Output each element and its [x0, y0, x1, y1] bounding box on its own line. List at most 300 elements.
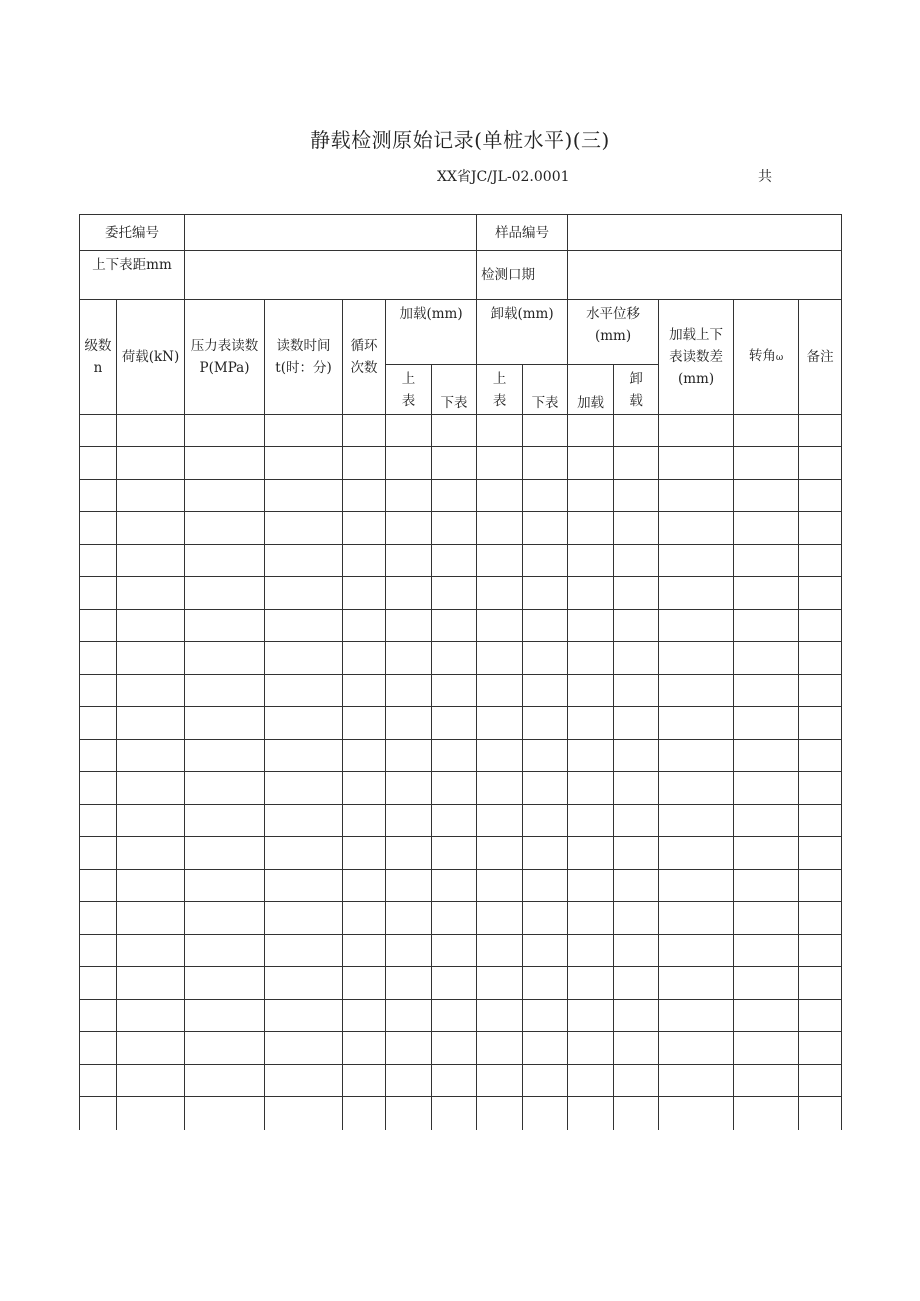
- table-cell[interactable]: [185, 805, 265, 837]
- table-cell[interactable]: [614, 837, 659, 870]
- table-cell[interactable]: [185, 642, 265, 675]
- table-cell[interactable]: [80, 480, 117, 512]
- table-cell[interactable]: [659, 512, 734, 545]
- table-cell[interactable]: [523, 967, 568, 1000]
- client-no-field[interactable]: [185, 215, 477, 251]
- table-cell[interactable]: [734, 1032, 799, 1065]
- table-cell[interactable]: [117, 512, 185, 545]
- table-cell[interactable]: [568, 675, 614, 707]
- table-cell[interactable]: [734, 1000, 799, 1032]
- table-cell[interactable]: [799, 902, 842, 935]
- table-cell[interactable]: [568, 1032, 614, 1065]
- table-cell[interactable]: [265, 415, 343, 447]
- table-cell[interactable]: [343, 1032, 386, 1065]
- table-cell[interactable]: [614, 577, 659, 610]
- table-cell[interactable]: [568, 545, 614, 577]
- table-cell[interactable]: [117, 967, 185, 1000]
- table-cell[interactable]: [185, 740, 265, 772]
- table-cell[interactable]: [386, 1032, 432, 1065]
- table-cell[interactable]: [568, 1097, 614, 1130]
- table-cell[interactable]: [386, 415, 432, 447]
- table-cell[interactable]: [523, 642, 568, 675]
- table-cell[interactable]: [117, 837, 185, 870]
- table-cell[interactable]: [734, 870, 799, 902]
- table-cell[interactable]: [117, 642, 185, 675]
- table-cell[interactable]: [614, 870, 659, 902]
- table-cell[interactable]: [523, 707, 568, 740]
- table-cell[interactable]: [734, 967, 799, 1000]
- table-cell[interactable]: [185, 577, 265, 610]
- table-cell[interactable]: [117, 1097, 185, 1130]
- table-cell[interactable]: [265, 870, 343, 902]
- table-cell[interactable]: [343, 967, 386, 1000]
- table-cell[interactable]: [734, 610, 799, 642]
- table-cell[interactable]: [734, 772, 799, 805]
- table-cell[interactable]: [799, 707, 842, 740]
- table-cell[interactable]: [80, 707, 117, 740]
- table-cell[interactable]: [185, 772, 265, 805]
- table-cell[interactable]: [80, 740, 117, 772]
- table-cell[interactable]: [614, 642, 659, 675]
- table-cell[interactable]: [568, 870, 614, 902]
- table-cell[interactable]: [734, 1097, 799, 1130]
- table-cell[interactable]: [659, 707, 734, 740]
- table-cell[interactable]: [477, 772, 523, 805]
- table-cell[interactable]: [265, 1097, 343, 1130]
- table-cell[interactable]: [477, 415, 523, 447]
- table-cell[interactable]: [799, 577, 842, 610]
- table-cell[interactable]: [799, 935, 842, 967]
- table-cell[interactable]: [432, 1097, 477, 1130]
- table-cell[interactable]: [734, 415, 799, 447]
- table-cell[interactable]: [734, 447, 799, 480]
- table-cell[interactable]: [343, 577, 386, 610]
- table-cell[interactable]: [734, 935, 799, 967]
- table-cell[interactable]: [117, 870, 185, 902]
- table-cell[interactable]: [265, 447, 343, 480]
- table-cell[interactable]: [80, 772, 117, 805]
- test-date-field[interactable]: [568, 251, 842, 300]
- table-cell[interactable]: [185, 675, 265, 707]
- table-cell[interactable]: [523, 577, 568, 610]
- table-cell[interactable]: [614, 935, 659, 967]
- table-cell[interactable]: [659, 610, 734, 642]
- table-cell[interactable]: [117, 415, 185, 447]
- table-cell[interactable]: [799, 1032, 842, 1065]
- table-cell[interactable]: [659, 577, 734, 610]
- table-cell[interactable]: [80, 967, 117, 1000]
- table-cell[interactable]: [265, 935, 343, 967]
- table-cell[interactable]: [614, 707, 659, 740]
- table-cell[interactable]: [80, 610, 117, 642]
- table-cell[interactable]: [432, 480, 477, 512]
- table-cell[interactable]: [523, 1000, 568, 1032]
- table-cell[interactable]: [523, 447, 568, 480]
- table-cell[interactable]: [432, 1000, 477, 1032]
- table-cell[interactable]: [80, 1000, 117, 1032]
- table-cell[interactable]: [614, 545, 659, 577]
- table-cell[interactable]: [185, 935, 265, 967]
- table-cell[interactable]: [799, 415, 842, 447]
- table-cell[interactable]: [343, 1000, 386, 1032]
- table-cell[interactable]: [614, 1032, 659, 1065]
- table-cell[interactable]: [614, 1000, 659, 1032]
- table-cell[interactable]: [80, 935, 117, 967]
- table-cell[interactable]: [614, 447, 659, 480]
- table-cell[interactable]: [568, 902, 614, 935]
- table-cell[interactable]: [80, 1097, 117, 1130]
- table-cell[interactable]: [185, 1097, 265, 1130]
- table-cell[interactable]: [799, 740, 842, 772]
- table-cell[interactable]: [185, 1032, 265, 1065]
- table-cell[interactable]: [265, 772, 343, 805]
- table-cell[interactable]: [386, 545, 432, 577]
- table-cell[interactable]: [343, 902, 386, 935]
- table-cell[interactable]: [185, 837, 265, 870]
- table-cell[interactable]: [343, 415, 386, 447]
- table-cell[interactable]: [614, 415, 659, 447]
- table-cell[interactable]: [734, 675, 799, 707]
- table-cell[interactable]: [80, 415, 117, 447]
- table-cell[interactable]: [80, 902, 117, 935]
- table-cell[interactable]: [614, 805, 659, 837]
- table-cell[interactable]: [80, 1032, 117, 1065]
- table-cell[interactable]: [117, 545, 185, 577]
- gauge-distance-field[interactable]: [185, 251, 477, 300]
- table-cell[interactable]: [117, 772, 185, 805]
- table-cell[interactable]: [265, 675, 343, 707]
- table-cell[interactable]: [568, 772, 614, 805]
- table-cell[interactable]: [265, 740, 343, 772]
- table-cell[interactable]: [432, 1065, 477, 1097]
- table-cell[interactable]: [265, 902, 343, 935]
- table-cell[interactable]: [477, 1032, 523, 1065]
- table-cell[interactable]: [432, 415, 477, 447]
- table-cell[interactable]: [386, 805, 432, 837]
- table-cell[interactable]: [80, 805, 117, 837]
- table-cell[interactable]: [614, 967, 659, 1000]
- table-cell[interactable]: [432, 675, 477, 707]
- table-cell[interactable]: [568, 577, 614, 610]
- table-cell[interactable]: [614, 610, 659, 642]
- table-cell[interactable]: [659, 642, 734, 675]
- table-cell[interactable]: [659, 772, 734, 805]
- table-cell[interactable]: [734, 902, 799, 935]
- table-cell[interactable]: [343, 837, 386, 870]
- table-cell[interactable]: [659, 935, 734, 967]
- table-cell[interactable]: [80, 1065, 117, 1097]
- table-cell[interactable]: [432, 740, 477, 772]
- table-cell[interactable]: [734, 577, 799, 610]
- table-cell[interactable]: [799, 1000, 842, 1032]
- table-cell[interactable]: [343, 512, 386, 545]
- table-cell[interactable]: [343, 642, 386, 675]
- table-cell[interactable]: [265, 707, 343, 740]
- table-cell[interactable]: [734, 1065, 799, 1097]
- table-cell[interactable]: [343, 675, 386, 707]
- table-cell[interactable]: [343, 447, 386, 480]
- table-cell[interactable]: [265, 1065, 343, 1097]
- table-cell[interactable]: [523, 902, 568, 935]
- table-cell[interactable]: [568, 740, 614, 772]
- table-cell[interactable]: [386, 902, 432, 935]
- table-cell[interactable]: [185, 447, 265, 480]
- table-cell[interactable]: [432, 935, 477, 967]
- table-cell[interactable]: [386, 447, 432, 480]
- table-cell[interactable]: [523, 545, 568, 577]
- table-cell[interactable]: [659, 870, 734, 902]
- table-cell[interactable]: [614, 772, 659, 805]
- table-cell[interactable]: [659, 740, 734, 772]
- table-cell[interactable]: [117, 1000, 185, 1032]
- table-cell[interactable]: [659, 480, 734, 512]
- table-cell[interactable]: [477, 967, 523, 1000]
- table-cell[interactable]: [185, 1000, 265, 1032]
- table-cell[interactable]: [185, 480, 265, 512]
- table-cell[interactable]: [80, 642, 117, 675]
- table-cell[interactable]: [432, 545, 477, 577]
- table-cell[interactable]: [386, 707, 432, 740]
- table-cell[interactable]: [568, 447, 614, 480]
- table-cell[interactable]: [523, 415, 568, 447]
- table-cell[interactable]: [432, 1032, 477, 1065]
- table-cell[interactable]: [799, 642, 842, 675]
- table-cell[interactable]: [117, 577, 185, 610]
- table-cell[interactable]: [614, 740, 659, 772]
- table-cell[interactable]: [265, 480, 343, 512]
- table-cell[interactable]: [477, 1097, 523, 1130]
- table-cell[interactable]: [799, 545, 842, 577]
- table-cell[interactable]: [343, 480, 386, 512]
- table-cell[interactable]: [117, 480, 185, 512]
- table-cell[interactable]: [117, 610, 185, 642]
- table-cell[interactable]: [80, 447, 117, 480]
- table-cell[interactable]: [265, 610, 343, 642]
- table-cell[interactable]: [432, 772, 477, 805]
- table-cell[interactable]: [614, 1097, 659, 1130]
- table-cell[interactable]: [477, 935, 523, 967]
- table-cell[interactable]: [734, 512, 799, 545]
- table-cell[interactable]: [568, 480, 614, 512]
- table-cell[interactable]: [614, 512, 659, 545]
- table-cell[interactable]: [523, 1032, 568, 1065]
- table-cell[interactable]: [734, 642, 799, 675]
- table-cell[interactable]: [523, 512, 568, 545]
- table-cell[interactable]: [523, 837, 568, 870]
- table-cell[interactable]: [343, 707, 386, 740]
- table-cell[interactable]: [265, 1032, 343, 1065]
- table-cell[interactable]: [659, 805, 734, 837]
- table-cell[interactable]: [734, 545, 799, 577]
- table-cell[interactable]: [265, 512, 343, 545]
- table-cell[interactable]: [432, 870, 477, 902]
- table-cell[interactable]: [386, 480, 432, 512]
- table-cell[interactable]: [265, 837, 343, 870]
- table-cell[interactable]: [659, 837, 734, 870]
- table-cell[interactable]: [386, 740, 432, 772]
- table-cell[interactable]: [568, 837, 614, 870]
- table-cell[interactable]: [477, 512, 523, 545]
- table-cell[interactable]: [432, 512, 477, 545]
- table-cell[interactable]: [659, 1065, 734, 1097]
- table-cell[interactable]: [568, 415, 614, 447]
- table-cell[interactable]: [343, 545, 386, 577]
- table-cell[interactable]: [568, 805, 614, 837]
- table-cell[interactable]: [265, 967, 343, 1000]
- table-cell[interactable]: [799, 447, 842, 480]
- table-cell[interactable]: [386, 837, 432, 870]
- table-cell[interactable]: [477, 805, 523, 837]
- table-cell[interactable]: [386, 870, 432, 902]
- table-cell[interactable]: [386, 675, 432, 707]
- table-cell[interactable]: [117, 707, 185, 740]
- table-cell[interactable]: [185, 902, 265, 935]
- table-cell[interactable]: [80, 512, 117, 545]
- table-cell[interactable]: [523, 805, 568, 837]
- table-cell[interactable]: [117, 805, 185, 837]
- table-cell[interactable]: [185, 870, 265, 902]
- table-cell[interactable]: [432, 642, 477, 675]
- table-cell[interactable]: [523, 870, 568, 902]
- table-cell[interactable]: [117, 1032, 185, 1065]
- table-cell[interactable]: [568, 512, 614, 545]
- table-cell[interactable]: [799, 610, 842, 642]
- table-cell[interactable]: [432, 707, 477, 740]
- table-cell[interactable]: [265, 577, 343, 610]
- table-cell[interactable]: [265, 545, 343, 577]
- table-cell[interactable]: [343, 772, 386, 805]
- table-cell[interactable]: [477, 447, 523, 480]
- table-cell[interactable]: [432, 610, 477, 642]
- table-cell[interactable]: [265, 805, 343, 837]
- table-cell[interactable]: [117, 902, 185, 935]
- table-cell[interactable]: [477, 1000, 523, 1032]
- table-cell[interactable]: [523, 772, 568, 805]
- table-cell[interactable]: [614, 902, 659, 935]
- table-cell[interactable]: [386, 1097, 432, 1130]
- table-cell[interactable]: [80, 870, 117, 902]
- table-cell[interactable]: [477, 610, 523, 642]
- table-cell[interactable]: [117, 675, 185, 707]
- table-cell[interactable]: [432, 837, 477, 870]
- table-cell[interactable]: [386, 610, 432, 642]
- table-cell[interactable]: [477, 577, 523, 610]
- table-cell[interactable]: [477, 740, 523, 772]
- table-cell[interactable]: [343, 1097, 386, 1130]
- table-cell[interactable]: [523, 1065, 568, 1097]
- table-cell[interactable]: [659, 967, 734, 1000]
- table-cell[interactable]: [477, 870, 523, 902]
- table-cell[interactable]: [734, 740, 799, 772]
- table-cell[interactable]: [477, 1065, 523, 1097]
- table-cell[interactable]: [659, 1032, 734, 1065]
- table-cell[interactable]: [799, 512, 842, 545]
- table-cell[interactable]: [799, 870, 842, 902]
- table-cell[interactable]: [343, 870, 386, 902]
- table-cell[interactable]: [523, 1097, 568, 1130]
- table-cell[interactable]: [659, 675, 734, 707]
- table-cell[interactable]: [386, 577, 432, 610]
- table-cell[interactable]: [734, 837, 799, 870]
- table-cell[interactable]: [117, 935, 185, 967]
- table-cell[interactable]: [659, 1000, 734, 1032]
- table-cell[interactable]: [659, 902, 734, 935]
- table-cell[interactable]: [432, 577, 477, 610]
- table-cell[interactable]: [386, 512, 432, 545]
- table-cell[interactable]: [386, 642, 432, 675]
- table-cell[interactable]: [799, 1065, 842, 1097]
- table-cell[interactable]: [523, 480, 568, 512]
- table-cell[interactable]: [799, 967, 842, 1000]
- table-cell[interactable]: [386, 1000, 432, 1032]
- table-cell[interactable]: [185, 512, 265, 545]
- table-cell[interactable]: [432, 967, 477, 1000]
- table-cell[interactable]: [477, 480, 523, 512]
- table-cell[interactable]: [185, 967, 265, 1000]
- table-cell[interactable]: [568, 1065, 614, 1097]
- table-cell[interactable]: [614, 480, 659, 512]
- table-cell[interactable]: [477, 642, 523, 675]
- table-cell[interactable]: [799, 805, 842, 837]
- sample-no-field[interactable]: [568, 215, 842, 251]
- table-cell[interactable]: [568, 967, 614, 1000]
- table-cell[interactable]: [386, 1065, 432, 1097]
- table-cell[interactable]: [799, 1097, 842, 1130]
- table-cell[interactable]: [659, 415, 734, 447]
- table-cell[interactable]: [799, 772, 842, 805]
- table-cell[interactable]: [734, 707, 799, 740]
- table-cell[interactable]: [734, 805, 799, 837]
- table-cell[interactable]: [614, 675, 659, 707]
- table-cell[interactable]: [80, 675, 117, 707]
- table-cell[interactable]: [343, 1065, 386, 1097]
- table-cell[interactable]: [568, 707, 614, 740]
- table-cell[interactable]: [477, 902, 523, 935]
- table-cell[interactable]: [386, 967, 432, 1000]
- table-cell[interactable]: [523, 935, 568, 967]
- table-cell[interactable]: [265, 1000, 343, 1032]
- table-cell[interactable]: [80, 545, 117, 577]
- table-cell[interactable]: [799, 480, 842, 512]
- table-cell[interactable]: [432, 902, 477, 935]
- table-cell[interactable]: [659, 545, 734, 577]
- table-cell[interactable]: [117, 1065, 185, 1097]
- table-cell[interactable]: [799, 675, 842, 707]
- table-cell[interactable]: [343, 805, 386, 837]
- table-cell[interactable]: [185, 545, 265, 577]
- table-cell[interactable]: [80, 837, 117, 870]
- table-cell[interactable]: [568, 1000, 614, 1032]
- table-cell[interactable]: [432, 447, 477, 480]
- table-cell[interactable]: [265, 642, 343, 675]
- table-cell[interactable]: [117, 447, 185, 480]
- table-cell[interactable]: [477, 545, 523, 577]
- table-cell[interactable]: [523, 675, 568, 707]
- table-cell[interactable]: [477, 837, 523, 870]
- table-cell[interactable]: [343, 610, 386, 642]
- table-cell[interactable]: [185, 610, 265, 642]
- table-cell[interactable]: [568, 610, 614, 642]
- table-cell[interactable]: [734, 480, 799, 512]
- table-cell[interactable]: [523, 740, 568, 772]
- table-cell[interactable]: [477, 675, 523, 707]
- table-cell[interactable]: [117, 740, 185, 772]
- table-cell[interactable]: [799, 837, 842, 870]
- table-cell[interactable]: [343, 740, 386, 772]
- table-cell[interactable]: [386, 772, 432, 805]
- table-cell[interactable]: [477, 707, 523, 740]
- table-cell[interactable]: [185, 415, 265, 447]
